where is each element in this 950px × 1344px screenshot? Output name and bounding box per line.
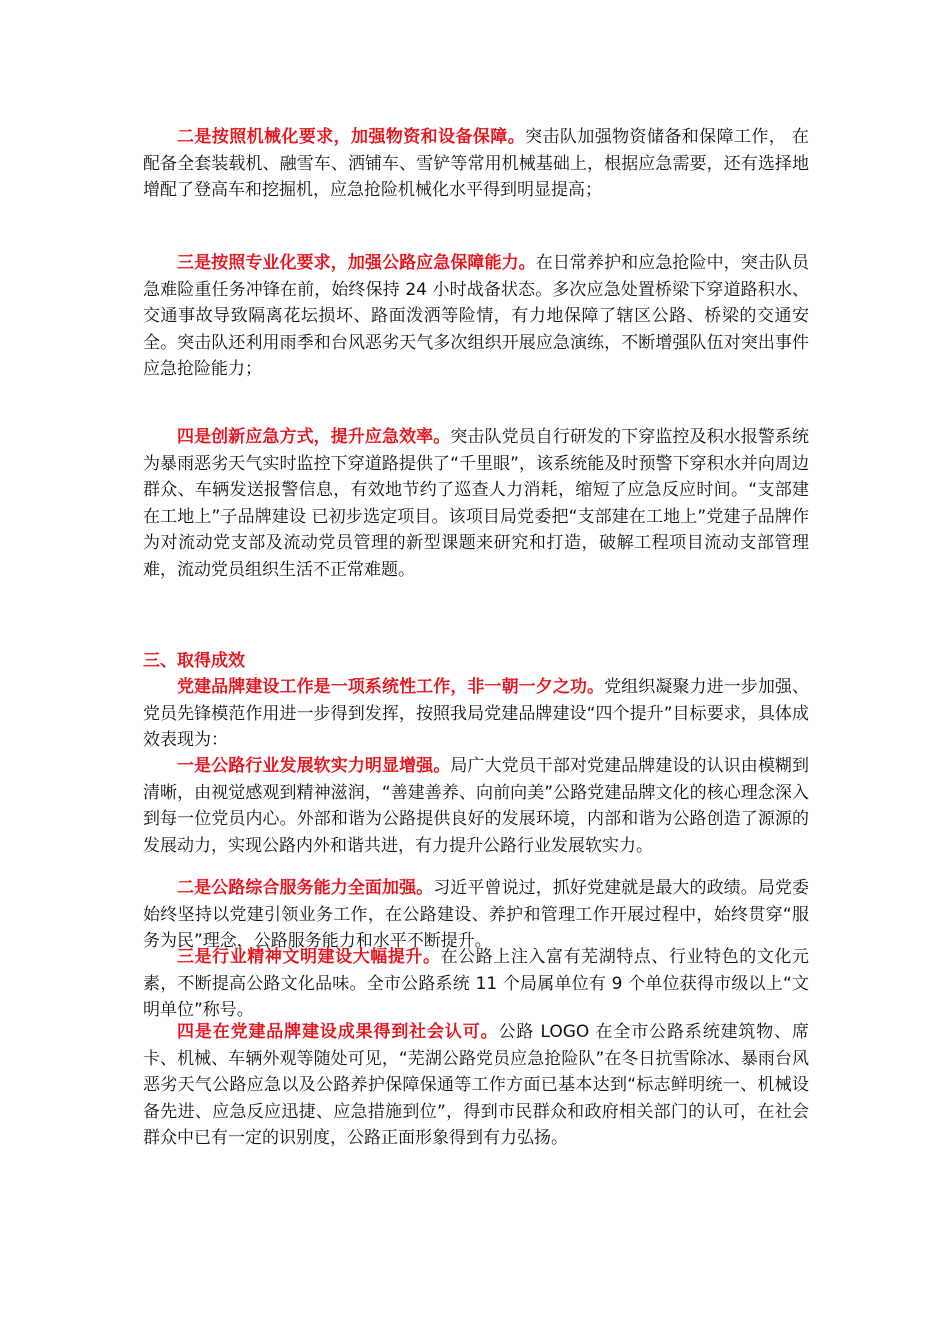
paragraph-body: 公路 LOGO 在全市公路系统建筑物、席卡、机械、车辆外观等随处可见，“芜湖公路党员应急抢险队”在冬日抗雪除冰、暴雨台风恶劣天气公路应急以及公路养护保障保通等工作方面已基本达到“标志鲜明统一、机械设备先进、应急反应迅捷、应急措施到位”，得到市民群众和政府相关部门的认可，在社会群众中已有一定的识别度，公路正面形象得到有力弘扬。 xyxy=(143,1022,810,1148)
paragraph-lead: 四是在党建品牌建设成果得到社会认可。 xyxy=(177,1022,499,1042)
paragraph-lead: 党建品牌建设工作是一项系统性工作，非一朝一夕之功。 xyxy=(177,677,605,697)
result-item-civilization xyxy=(143,944,809,1024)
result-item-soft-power xyxy=(143,753,809,859)
paragraph-body: 在公路上注入富有芜湖特点、行业特色的文化元素，不断提高公路文化品味。全市公路系统 11 个局属单位有 9 个单位获得市级以上“文明单位”称号。 xyxy=(143,947,810,1020)
result-item-service xyxy=(143,875,809,955)
paragraph-lead: 一是公路行业发展软实力明显增强。 xyxy=(177,756,451,776)
paragraph-specialization xyxy=(143,250,809,383)
paragraph-innovation xyxy=(143,424,809,583)
paragraph-lead: 三是行业精神文明建设大幅提升。 xyxy=(177,947,441,967)
paragraph-lead: 二是公路综合服务能力全面加强。 xyxy=(177,878,434,898)
paragraph-mechanization xyxy=(143,124,809,204)
section-heading: 三、取得成效 xyxy=(143,651,245,671)
result-item-recognition xyxy=(143,1019,809,1152)
paragraph-lead: 三是按照专业化要求，加强公路应急保障能力。 xyxy=(177,253,536,273)
paragraph-body: 局广大党员干部对党建品牌建设的认识由模糊到清晰，由视觉感观到精神滋润，“善建善养、向前向美”公路党建品牌文化的核心理念深入到每一位党员内心。外部和谐为公路提供良好的发展环境，内部和谐为公路创造了源源的发展动力，实现公路内外和谐共进，有力提升公路行业发展软实力。 xyxy=(143,756,810,856)
paragraph-lead: 四是创新应急方式，提升应急效率。 xyxy=(177,427,451,447)
section-intro xyxy=(143,674,809,754)
paragraph-body: 在日常养护和应急抢险中，突击队员急难险重任务冲锋在前，始终保持 24 小时战备状态。多次应急处置桥梁下穿道路积水、交通事故导致隔离花坛损坏、路面泼洒等险情，有力地保障了辖区公路、桥梁的交通安全。突击队还利用雨季和台风恶劣天气多次组织开展应急演练，不断增强队伍对突出事件应急抢险能力； xyxy=(143,253,809,379)
paragraph-body: 党组织凝聚力进一步加强、党员先锋模范作用进一步得到发挥，按照我局党建品牌建设“四个提升”目标要求，具体成效表现为： xyxy=(143,677,810,750)
paragraph-body: 突击队党员自行研发的下穿监控及积水报警系统为暴雨恶劣天气实时监控下穿道路提供了“千里眼”，该系统能及时预警下穿积水并向周边群众、车辆发送报警信息，有效地节约了巡查人力消耗，缩短了应急反应时间。“支部建在工地上”子品牌建设 已初步选定项目。该项目局党委把“支部建在工地上”党建子品牌作为对流动党支部及流动党员管理的新型课题来研究和打造，破解工程项目流动支部管理难，流动党员组织生活不正常难题。 xyxy=(143,427,810,580)
paragraph-body: 习近平曾说过，抓好党建就是最大的政绩。局党委始终坚持以党建引领业务工作，在公路建设、养护和管理工作开展过程中，始终贯穿“服务为民”理念，公路服务能力和水平不断提升。 xyxy=(143,878,809,951)
paragraph-body: 突击队加强物资储备和保障工作， 在配备全套装载机、融雪车、洒铺车、雪铲等常用机械基础上，根据应急需要，还有选择地增配了登高车和挖掘机，应急抢险机械化水平得到明显提高； xyxy=(143,127,809,200)
paragraph-lead: 二是按照机械化要求，加强物资和设备保障。 xyxy=(177,127,526,147)
